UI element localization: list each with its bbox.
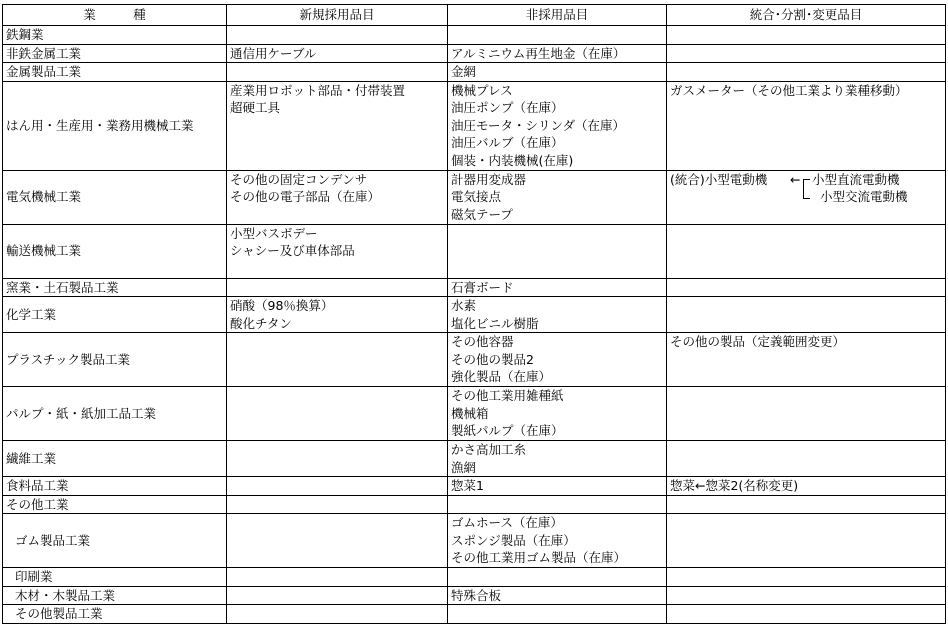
item-text: その他容器: [451, 334, 514, 349]
table-row: [3, 26, 946, 45]
industry-cell: 窯業・土石製品工業: [3, 278, 227, 297]
dropped-items-cell: [448, 278, 667, 297]
dropped-items-cell: [448, 568, 667, 587]
changed-items-cell: [667, 26, 946, 45]
item-text: 特殊合板: [451, 587, 502, 603]
item-text: 機械プレス: [451, 82, 513, 98]
table-row: [3, 477, 946, 496]
changed-items-cell: [667, 477, 946, 496]
new-items-cell: [227, 477, 448, 496]
new-items-cell: [227, 514, 448, 568]
item-text: 惣菜1: [451, 478, 484, 493]
table-row: [3, 568, 946, 587]
item-text: 酸化チタン: [230, 315, 292, 331]
item-text: 油圧モータ・シリンダ（在庫）: [451, 117, 626, 133]
industry-cell: パルプ・紙・紙加工品工業: [3, 387, 227, 441]
dropped-items-cell: [448, 297, 667, 333]
table-row: [3, 224, 946, 278]
item-text: 超硬工具: [230, 100, 281, 115]
item-text: 強化製品（在庫）: [451, 369, 552, 384]
industry-cell: 輸送機械工業: [3, 224, 227, 278]
dropped-items-cell: [448, 441, 667, 477]
industry-cell: 印刷業: [3, 568, 227, 587]
changed-items-cell: [667, 63, 946, 82]
new-items-cell: [227, 586, 448, 605]
item-text: 個装・内装機械(在庫): [451, 152, 574, 168]
table-row: [3, 586, 946, 605]
item-text: 電気接点: [451, 189, 502, 204]
item-text: その他の電子部品（在庫）: [230, 189, 381, 204]
dropped-items-cell: [448, 586, 667, 605]
item-text: 石膏ボード: [451, 279, 514, 295]
industry-cell: 鉄鋼業: [3, 26, 227, 45]
item-text: 産業用ロボット部品・付帯装置: [230, 82, 406, 98]
item-text: 塩化ビニル樹脂: [451, 315, 539, 331]
item-text: 磁気テープ: [451, 206, 513, 222]
industry-cell: 金属製品工業: [3, 63, 227, 82]
table-row: [3, 63, 946, 82]
item-text: スポンジ製品（在庫）: [451, 532, 576, 548]
changed-items-cell: [667, 44, 946, 63]
item-text: その他の製品2: [451, 351, 534, 367]
table-row: [3, 441, 946, 477]
industry-cell: その他製品工業: [3, 605, 227, 624]
table-row: [3, 297, 946, 333]
new-items-cell: [227, 387, 448, 441]
industry-cell: 化学工業: [3, 297, 227, 333]
table-row: [3, 387, 946, 441]
table-row: [3, 495, 946, 514]
item-text: 通信用ケーブル: [230, 45, 317, 61]
header-changed-items: 統合･分割･変更品目: [667, 5, 946, 26]
dropped-items-cell: [448, 333, 667, 387]
table-row: [3, 333, 946, 387]
dropped-items-cell: [448, 26, 667, 45]
industry-cell: プラスチック製品工業: [3, 333, 227, 387]
dropped-items-cell: [448, 63, 667, 82]
new-items-cell: [227, 26, 448, 45]
header-industry: 業 種: [3, 5, 227, 26]
changed-items-cell: [667, 387, 946, 441]
industry-cell: 食料品工業: [3, 477, 227, 496]
new-items-cell: [227, 333, 448, 387]
new-items-cell: [227, 441, 448, 477]
item-text: 油圧バルブ（在庫）: [451, 135, 564, 150]
industry-cell: 木材・木製品工業: [3, 586, 227, 605]
item-text: その他の固定コンデンサ: [230, 171, 368, 187]
new-items-cell: [227, 297, 448, 333]
item-text: 水素: [451, 298, 477, 313]
item-text: 漁網: [451, 459, 477, 475]
industry-cell: ゴム製品工業: [3, 514, 227, 568]
item-text: その他の製品（定義範囲変更）: [670, 334, 846, 349]
merge-arrow-icon: ←: [790, 171, 801, 187]
changed-items-cell: [667, 81, 946, 170]
changed-items-cell: [667, 333, 946, 387]
changed-items-cell: [667, 495, 946, 514]
new-items-cell: [227, 495, 448, 514]
dropped-items-cell: [448, 605, 667, 624]
dropped-items-cell: [448, 224, 667, 278]
dropped-items-cell: [448, 477, 667, 496]
changed-items-cell: [667, 605, 946, 624]
new-items-cell: [227, 81, 448, 170]
item-text: その他工業用ゴム製品（在庫）: [451, 550, 627, 565]
merged-item-text: (統合)小型電動機: [670, 171, 768, 187]
item-text: その他工業用雑種紙: [451, 388, 564, 403]
changed-items-cell: [667, 586, 946, 605]
new-items-cell: [227, 605, 448, 624]
source-item-text: 小型交流電動機: [820, 189, 908, 204]
dropped-items-cell: [448, 170, 667, 224]
new-items-cell: [227, 568, 448, 587]
changed-items-cell: [667, 278, 946, 297]
item-text: ガスメーター（その他工業より業種移動）: [670, 82, 908, 98]
changed-items-cell: [667, 224, 946, 278]
changed-items-cell: [667, 441, 946, 477]
table-row: [3, 514, 946, 568]
industry-cell: その他工業: [3, 495, 227, 514]
dropped-items-cell: [448, 514, 667, 568]
item-text: 金網: [451, 64, 477, 79]
item-text: ゴムホース（在庫）: [451, 515, 563, 530]
industry-cell: 非鉄金属工業: [3, 44, 227, 63]
item-text: 製紙パルプ（在庫）: [451, 423, 564, 438]
changed-items-cell: [667, 297, 946, 333]
table-row: [3, 605, 946, 624]
header-row: [3, 5, 946, 26]
changed-items-cell: [667, 568, 946, 587]
changed-items-cell: [667, 514, 946, 568]
item-text: 計器用変成器: [451, 171, 527, 187]
dropped-items-cell: [448, 81, 667, 170]
header-dropped-items: 非採用品目: [448, 5, 667, 26]
new-items-cell: [227, 44, 448, 63]
motor-merge-note: [670, 171, 942, 204]
table-row: [3, 278, 946, 297]
industry-cell: 電気機械工業: [3, 170, 227, 224]
new-items-cell: [227, 63, 448, 82]
dropped-items-cell: [448, 44, 667, 63]
table-row: [3, 81, 946, 170]
new-items-cell: [227, 278, 448, 297]
item-text: 機械箱: [451, 405, 489, 421]
industry-cell: 繊維工業: [3, 441, 227, 477]
item-text: 惣菜←惣菜2(名称変更): [670, 478, 799, 493]
new-items-cell: [227, 170, 448, 224]
industry-cell: はん用・生産用・業務用機械工業: [3, 81, 227, 170]
source-item-text: 小型直流電動機: [812, 171, 900, 187]
new-items-cell: [227, 224, 448, 278]
merge-sources: [812, 171, 908, 206]
header-new-items: 新規採用品目: [227, 5, 448, 26]
item-text: アルミニウム再生地金（在庫）: [451, 45, 626, 61]
item-text: かさ高加工糸: [451, 442, 527, 457]
table-row: [3, 170, 946, 224]
dropped-items-cell: [448, 387, 667, 441]
item-text: 硝酸（98％換算）: [230, 298, 334, 313]
changed-items-cell: [667, 170, 946, 224]
item-text: 油圧ポンプ（在庫）: [451, 100, 564, 115]
item-change-table: [2, 4, 946, 624]
merge-bracket-icon: [803, 179, 810, 199]
dropped-items-cell: [448, 495, 667, 514]
table-row: [3, 44, 946, 63]
item-text: シャシー及び車体部品: [230, 243, 355, 258]
item-text: 小型バスボデー: [230, 225, 318, 241]
